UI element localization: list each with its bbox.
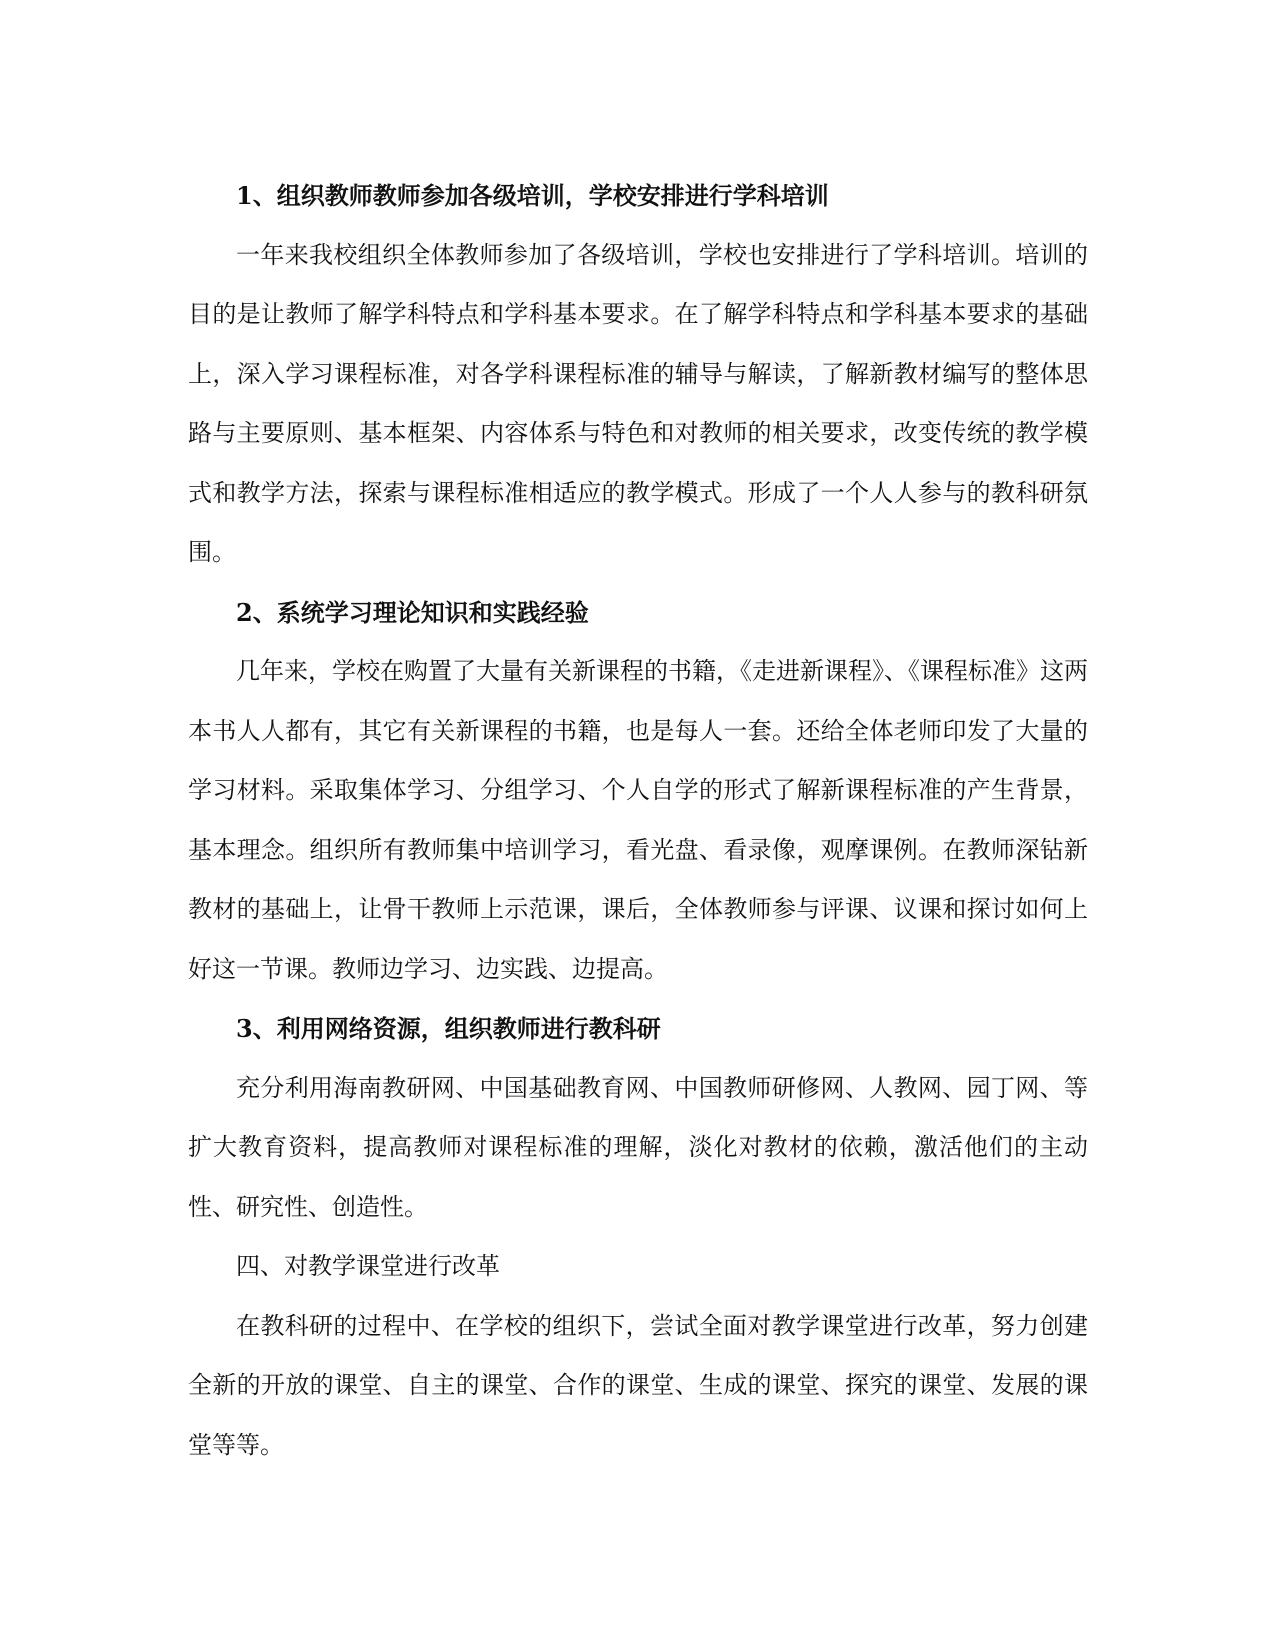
paragraph-4: 在教科研的过程中、在学校的组织下，尝试全面对教学课堂进行改革，努力创建全新的开放的课堂、自主的课堂、合作的课堂、生成的课堂、探究的课堂、发展的课堂等等。 xyxy=(188,1311,1088,1459)
paragraph-3: 充分利用海南教研网、中国基础教育网、中国教师研修网、人教网、园丁网、等扩大教育资料，提高教师对课程标准的理解，淡化对教材的依赖，激活他们的主动性、研究性、创造性。 xyxy=(188,1073,1088,1221)
section-heading-3: 3、利用网络资源，组织教师进行教科研 xyxy=(236,1014,661,1043)
document-body xyxy=(188,166,1088,1475)
section-heading-2: 2、系统学习理论知识和实践经验 xyxy=(236,597,589,627)
section-heading-4: 四、对教学课堂进行改革 xyxy=(236,1252,500,1280)
section-heading-1: 1、组织教师教师参加各级培训，学校安排进行学科培训 xyxy=(236,181,829,210)
paragraph-1: 一年来我校组织全体教师参加了各级培训，学校也安排进行了学科培训。培训的目的是让教师了解学科特点和学科基本要求。在了解学科特点和学科基本要求的基础上，深入学习课程标准，对各学科课程标准的辅导与解读，了解新教材编写的整体思路与主要原则、基本框架、内容体系与特色和对教师的相关要求，改变传统的教学模式和教学方法，探索与课程标准相适应的教学模式。形成了一个人人参与的教科研氛围。 xyxy=(188,240,1088,566)
paragraph-2: 几年来，学校在购置了大量有关新课程的书籍，《走进新课程》、《课程标准》这两本书人人都有，其它有关新课程的书籍，也是每人一套。还给全体老师印发了大量的学习材料。采取集体学习、分组学习、个人自学的形式了解新课程标准的产生背景，基本理念。组织所有教师集中培训学习，看光盘、看录像，观摩课例。在教师深钻新教材的基础上，让骨干教师上示范课，课后，全体教师参与评课、议课和探讨如何上好这一节课。教师边学习、边实践、边提高。 xyxy=(188,657,1088,983)
